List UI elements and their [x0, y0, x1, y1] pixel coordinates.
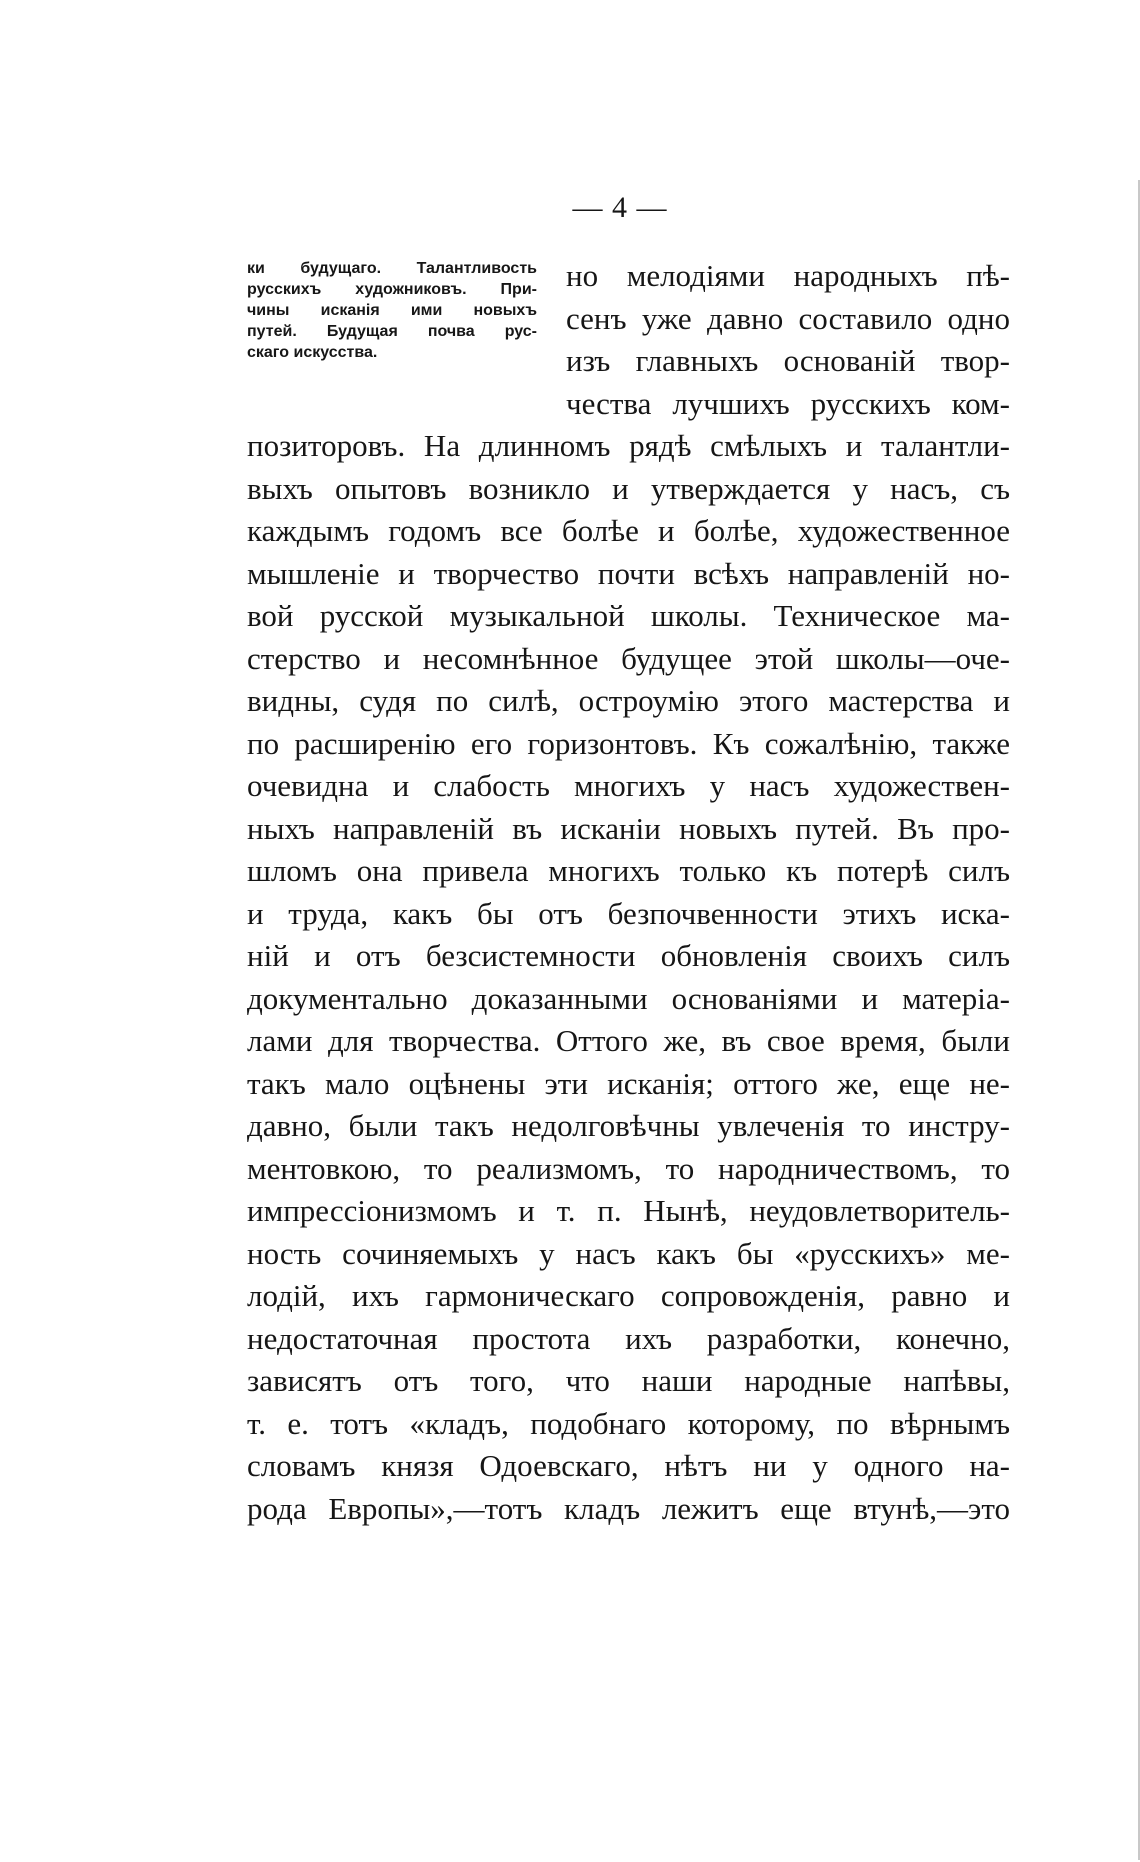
- body-line: стерство и несомнѣнное будущее этой школы—оче-: [247, 641, 1010, 676]
- body-line: зависятъ отъ того, что наши народные напѣвы,: [247, 1363, 1010, 1398]
- margin-note-line: скаго искусства.: [247, 344, 378, 361]
- body-line: т. е. тотъ «кладъ, подобнаго которому, по вѣрнымъ: [247, 1406, 1010, 1441]
- body-line: лодій, ихъ гармоническаго сопровожденія, равно и: [247, 1278, 1010, 1313]
- margin-note-line: путей. Будущая почва рус-: [247, 323, 537, 340]
- body-line: лами для творчества. Оттого же, въ свое время, были: [247, 1023, 1010, 1058]
- margin-note-line: ки будущаго. Талантливость: [247, 260, 537, 277]
- body-line: чества лучшихъ русскихъ ком-: [566, 386, 1010, 421]
- body-line: ность сочиняемыхъ у насъ какъ бы «русскихъ» ме-: [247, 1236, 1010, 1271]
- body-line: мышленіе и творчество почти всѣхъ направленій но-: [247, 556, 1010, 591]
- margin-note-line: чины исканія ими новыхъ: [247, 302, 537, 319]
- body-line: ныхъ направленій въ исканіи новыхъ путей. Въ про-: [247, 811, 1010, 846]
- body-line: документально доказанными основаніями и матеріа-: [247, 981, 1010, 1016]
- body-line: импрессіонизмомъ и т. п. Нынѣ, неудовлетворитель-: [247, 1193, 1010, 1228]
- body-line: выхъ опытовъ возникло и утверждается у насъ, съ: [247, 471, 1010, 506]
- margin-note-line: русскихъ художниковъ. При-: [247, 281, 537, 298]
- body-line: сенъ уже давно составило одно: [566, 301, 1010, 336]
- body-line: и труда, какъ бы отъ безпочвенности этихъ иска-: [247, 896, 1010, 931]
- body-line: каждымъ годомъ все болѣе и болѣе, художественное: [247, 513, 1010, 548]
- body-line: шломъ она привела многихъ только къ потерѣ силъ: [247, 853, 1010, 888]
- body-line: по расширенію его горизонтовъ. Къ сожалѣнію, также: [247, 726, 1010, 761]
- body-line: очевидна и слабость многихъ у насъ художествен-: [247, 768, 1010, 803]
- body-line: давно, были такъ недолговѣчны увлеченія то инстру-: [247, 1108, 1010, 1143]
- body-line: позиторовъ. На длинномъ рядѣ смѣлыхъ и талантли-: [247, 428, 1010, 463]
- body-line: вой русской музыкальной школы. Техническое ма-: [247, 598, 1010, 633]
- body-line: ній и отъ безсистемности обновленія своихъ силъ: [247, 938, 1010, 973]
- body-line: ментовкою, то реализмомъ, то народничествомъ, то: [247, 1151, 1010, 1186]
- body-line: недостаточная простота ихъ разработки, конечно,: [247, 1321, 1010, 1356]
- page-number: — 4 —: [572, 191, 668, 224]
- body-line: но мелодіями народныхъ пѣ-: [566, 258, 1010, 293]
- body-line: видны, судя по силѣ, остроумію этого мастерства и: [247, 683, 1010, 718]
- body-line: изъ главныхъ основаній твор-: [566, 343, 1010, 378]
- body-line: такъ мало оцѣнены эти исканія; оттого же, еще не-: [247, 1066, 1010, 1101]
- body-line: рода Европы»,—тотъ кладъ лежитъ еще втунѣ,—это: [247, 1491, 1010, 1526]
- body-line: словамъ князя Одоевскаго, нѣтъ ни у одного на-: [247, 1448, 1010, 1483]
